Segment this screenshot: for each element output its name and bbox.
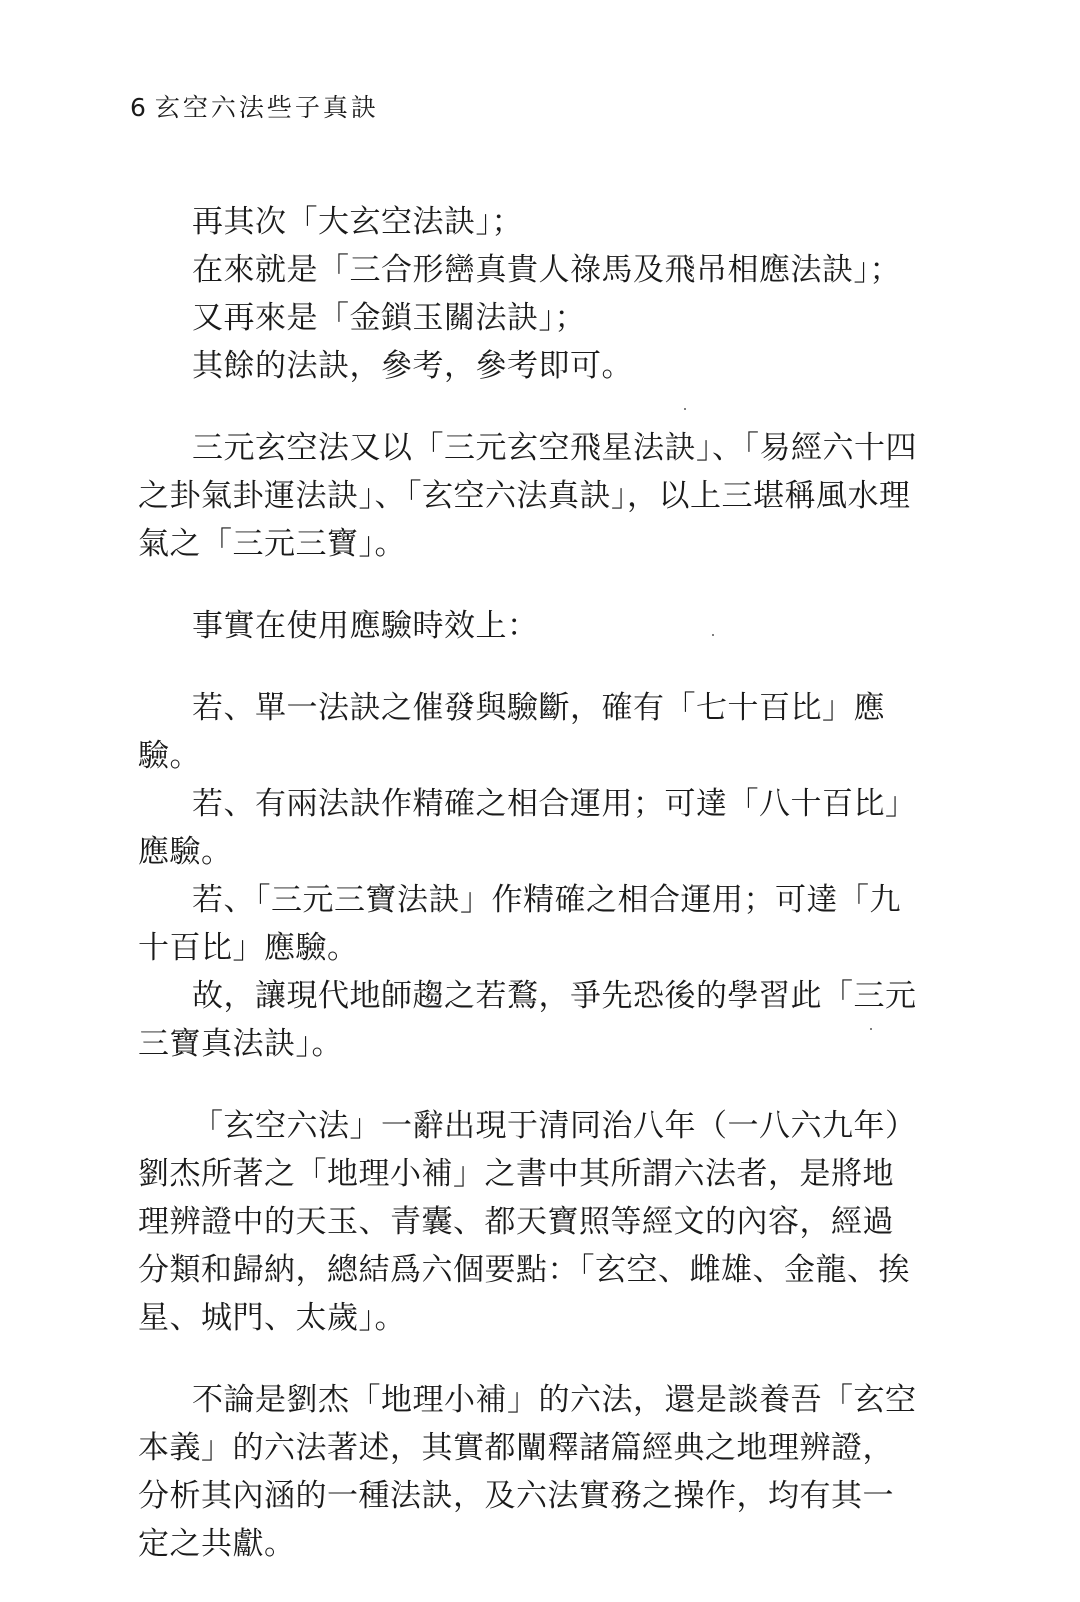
page-body [138, 198, 918, 1602]
scan-speck [712, 634, 714, 636]
paragraph-1 [138, 198, 918, 390]
scan-speck [870, 1028, 872, 1030]
paragraph-4-line-3: 若、「三元三寶法訣」作精確之相合運用；可達「九十百比」應驗。 [138, 882, 901, 966]
paragraph-3-text: 事實在使用應驗時效上： [192, 608, 539, 644]
paragraph-1-line-2: 在來就是「三合形巒真貴人祿馬及飛吊相應法訣」； [192, 252, 901, 288]
paragraph-6-text: 不論是劉杰「地理小補」的六法，還是談養吾「玄空本義」的六法著述，其實都闡釋諸篇經典之地理辨證，分析其內涵的一種法訣，及六法實務之操作，均有其一定之共獻。 [138, 1382, 917, 1562]
paragraph-6 [138, 1376, 918, 1568]
paragraph-2 [138, 424, 918, 568]
paragraph-1-line-3: 又再來是「金鎖玉關法訣」； [192, 300, 586, 336]
paragraph-5 [138, 1102, 918, 1342]
page-number: 6 [130, 93, 149, 122]
paragraph-5-text: 「玄空六法」一辭出現于清同治八年（一八六九年）劉杰所著之「地理小補」之書中其所謂六法者，是將地理辨證中的天玉、青囊、都天寶照等經文的內容，經過分類和歸納，總結爲六個要點：「玄空、雌雄、金龍、挨星、城門、太歲」。 [138, 1108, 917, 1336]
running-title: 玄空六法些子真訣 [154, 93, 379, 122]
paragraph-2-text: 三元玄空法又以「三元玄空飛星法訣」、「易經六十四之卦氣卦運法訣」、「玄空六法真訣」，以上三堪稱風水理氣之「三元三寶」。 [138, 430, 917, 562]
paragraph-3 [138, 602, 918, 650]
paragraph-4-line-4: 故，讓現代地師趨之若鶩，爭先恐後的學習此「三元三寶真法訣」。 [138, 978, 917, 1062]
paragraph-4 [138, 684, 918, 1068]
paragraph-1-line-1: 再其次「大玄空法訣」； [192, 204, 523, 240]
paragraph-4-line-2: 若、有兩法訣作精確之相合運用；可達「八十百比」應驗。 [138, 786, 917, 870]
page-header [130, 88, 379, 124]
scan-speck [684, 408, 686, 410]
paragraph-4-line-1: 若、單一法訣之催發與驗斷，確有「七十百比」應驗。 [138, 690, 885, 774]
paragraph-1-line-4: 其餘的法訣，參考，參考即可。 [192, 348, 633, 384]
